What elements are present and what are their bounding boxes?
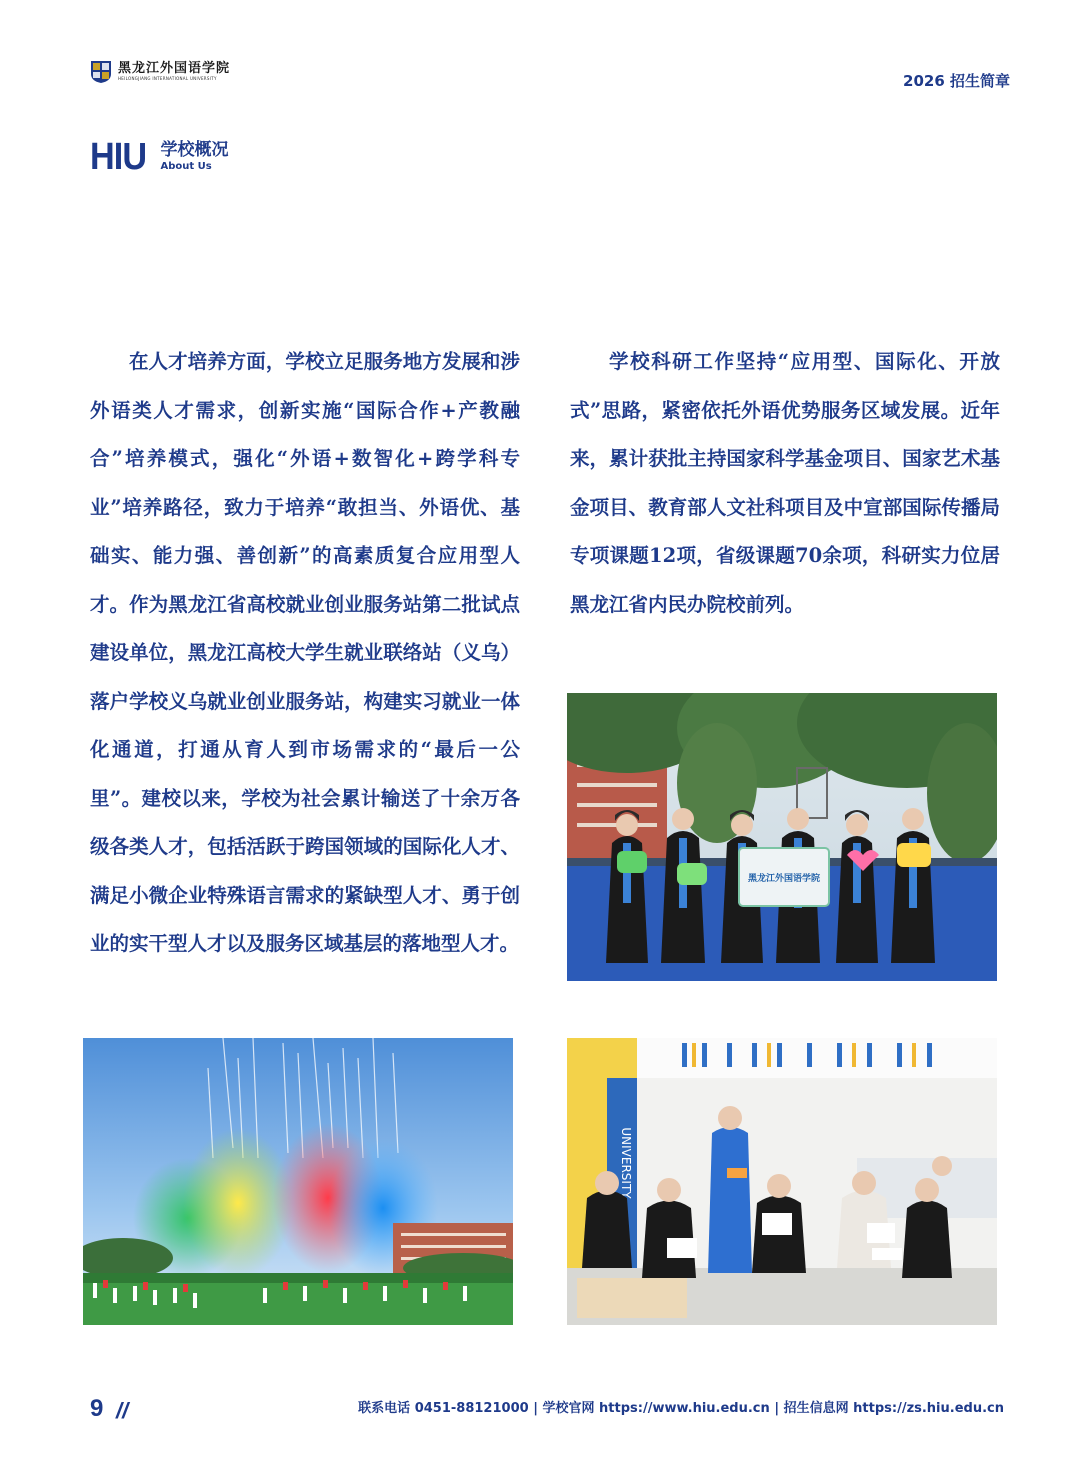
- logo-chinese-name: 黑龙江外国语学院: [118, 61, 231, 76]
- website-label: 学校官网: [542, 1401, 595, 1416]
- admission-site-link[interactable]: https://zs.hiu.edu.cn: [853, 1401, 1004, 1416]
- hiu-mark: HIU: [90, 136, 147, 178]
- website-link[interactable]: https://www.hiu.edu.cn: [599, 1401, 770, 1416]
- right-text-column: [570, 338, 1000, 629]
- smoke-fireworks-photo: [83, 1038, 513, 1325]
- left-text-column: [90, 338, 520, 969]
- footer-separator: |: [774, 1401, 780, 1416]
- research-paragraph: 学校科研工作坚持“应用型、国际化、开放式”思路，紧密依托外语优势服务区域发展。近年来，累计获批主持国家科学基金项目、国家艺术基金项目、教育部人文社科项目及中宣部国际传播局专项课题12项，省级课题70余项，科研实力位居黑龙江省内民办院校前列。: [570, 350, 1000, 616]
- brochure-title: 2026 招生简章: [903, 72, 1010, 90]
- shield-icon: [90, 60, 112, 84]
- university-logo: [90, 60, 230, 84]
- phone-label: 联系电话: [358, 1401, 411, 1416]
- section-title-en: About Us: [160, 161, 212, 172]
- graduation-sign-text: 黑龙江外国语学院: [747, 874, 821, 884]
- graduation-photo: [567, 693, 997, 981]
- international-students-photo: [567, 1038, 997, 1325]
- section-heading: [90, 138, 228, 176]
- section-title-cn: 学校概况: [160, 140, 229, 160]
- talent-training-paragraph: 在人才培养方面，学校立足服务地方发展和涉外语类人才需求，创新实施“国际合作+产教融合”培养模式，强化“外语+数智化+跨学科专业”培养路径，致力于培养“敢担当、外语优、基础实、能力强、善创新”的高素质复合应用型人才。作为黑龙江省高校就业创业服务站第二批试点建设单位，黑龙江高校大学生就业联络站（义乌）落户学校义乌就业创业服务站，构建实习就业一体化通道，打通从育人到市场需求的“最后一公里”。建校以来，学校为社会累计输送了十余万各级各类人才，包括活跃于跨国领域的国际化人才、满足小微企业特殊语言需求的紧缺型人才、勇于创业的实干型人才以及服务区域基层的落地型人才。: [90, 350, 520, 955]
- logo-english-name: HEILONGJIANG INTERNATIONAL UNIVERSITY: [118, 76, 217, 81]
- contact-footer: [358, 1397, 1004, 1416]
- page-number-slash: //: [116, 1398, 129, 1423]
- footer-separator: |: [533, 1401, 538, 1416]
- phone-number: 0451-88121000: [414, 1401, 529, 1416]
- page-number: 9: [90, 1395, 104, 1422]
- wall-text: UNIVERSITY: [619, 1127, 633, 1199]
- admission-site-label: 招生信息网: [783, 1401, 849, 1416]
